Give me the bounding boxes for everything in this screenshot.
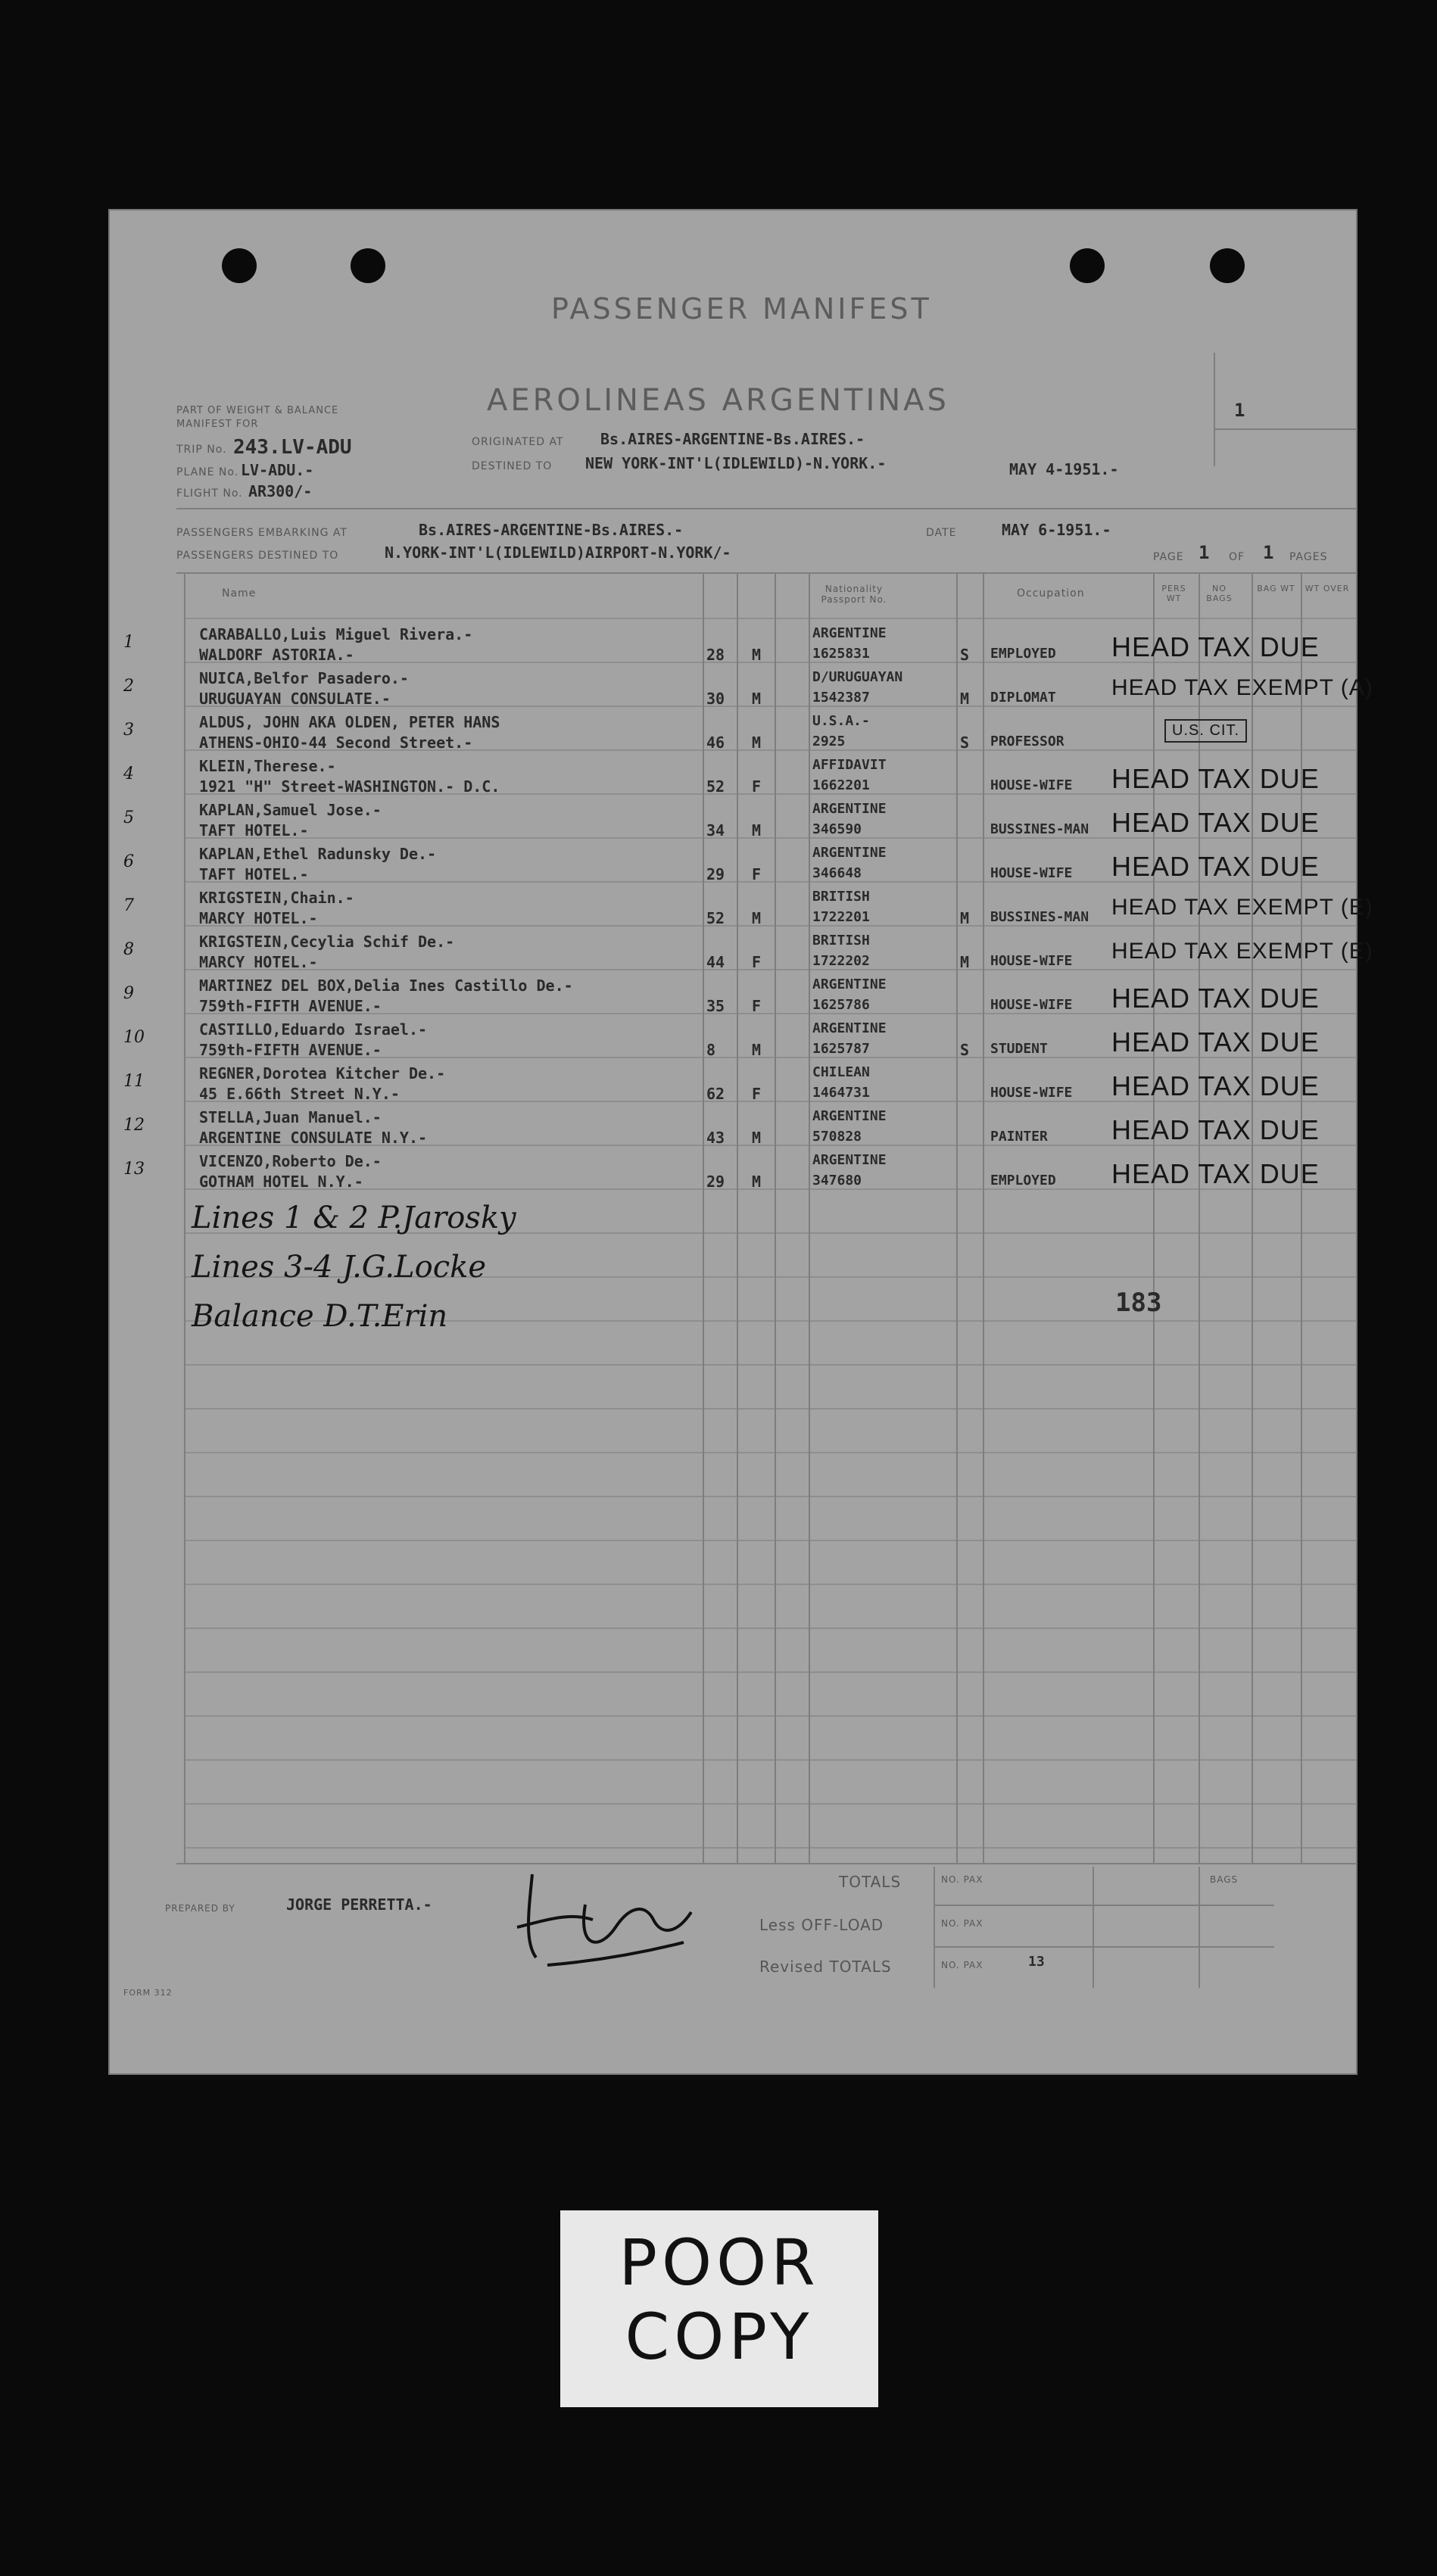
row-rule bbox=[184, 1715, 1358, 1717]
row-number: 2 bbox=[123, 677, 134, 696]
passenger-sex: M bbox=[752, 1173, 762, 1191]
passenger-address: 759th-FIFTH AVENUE.- bbox=[199, 997, 382, 1015]
row-number: 5 bbox=[123, 808, 134, 827]
passenger-nationality: ARGENTINE bbox=[812, 625, 887, 641]
marital-status: M bbox=[960, 953, 970, 971]
passport-number: 346590 bbox=[812, 821, 862, 837]
passenger-address: 1921 "H" Street-WASHINGTON.- D.C. bbox=[199, 777, 500, 796]
passenger-occupation: HOUSE-WIFE bbox=[990, 953, 1073, 969]
offload-label: Less OFF-LOAD bbox=[759, 1916, 884, 1934]
marital-status: M bbox=[960, 690, 970, 708]
passenger-name: STELLA,Juan Manuel.- bbox=[199, 1108, 382, 1126]
passenger-name: ALDUS, JOHN AKA OLDEN, PETER HANS bbox=[199, 713, 500, 731]
passenger-occupation: DIPLOMAT bbox=[990, 690, 1056, 706]
row-number: 11 bbox=[123, 1072, 145, 1091]
page-value: 1 bbox=[1199, 542, 1210, 563]
hand-note-2: Lines 3-4 J.G.Locke bbox=[192, 1250, 487, 1285]
passenger-address: 759th-FIFTH AVENUE.- bbox=[199, 1041, 382, 1059]
passport-number: 346648 bbox=[812, 865, 862, 881]
punch-hole-icon bbox=[222, 248, 257, 283]
passenger-occupation: PAINTER bbox=[990, 1129, 1048, 1145]
column-rule bbox=[703, 572, 704, 1863]
head-tax-stamp: HEAD TAX DUE bbox=[1111, 1114, 1320, 1145]
row-rule bbox=[184, 1496, 1358, 1497]
totals-rule bbox=[1093, 1867, 1094, 1988]
row-rule bbox=[184, 1540, 1358, 1541]
row-rule bbox=[184, 1364, 1358, 1366]
of-value: 1 bbox=[1263, 542, 1274, 563]
column-rule bbox=[809, 572, 810, 1863]
passenger-nationality: AFFIDAVIT bbox=[812, 757, 887, 773]
passenger-sex: M bbox=[752, 1129, 762, 1147]
passenger-address: ARGENTINE CONSULATE N.Y.- bbox=[199, 1129, 428, 1147]
passenger-name: KRIGSTEIN,Cecylia Schif De.- bbox=[199, 933, 455, 951]
passport-number: 2925 bbox=[812, 734, 846, 749]
passenger-name: KAPLAN,Ethel Radunsky De.- bbox=[199, 845, 437, 863]
passenger-occupation: HOUSE-WIFE bbox=[990, 865, 1073, 881]
passenger-name: CASTILLO,Eduardo Israel.- bbox=[199, 1020, 428, 1039]
form-label: FORM 312 bbox=[123, 1988, 173, 1998]
row-rule bbox=[184, 1408, 1358, 1409]
footer-rule bbox=[176, 1863, 1358, 1864]
passenger-occupation: EMPLOYED bbox=[990, 1173, 1056, 1188]
row-rule bbox=[184, 1584, 1358, 1585]
of-label: OF bbox=[1229, 551, 1245, 563]
passenger-address: MARCY HOTEL.- bbox=[199, 953, 318, 971]
passenger-age: 30 bbox=[706, 690, 725, 708]
prepared-by-value: JORGE PERRETTA.- bbox=[286, 1895, 432, 1914]
passport-number: 1464731 bbox=[812, 1085, 870, 1101]
passenger-occupation: HOUSE-WIFE bbox=[990, 1085, 1073, 1101]
poor-copy-line1: POOR bbox=[619, 2226, 820, 2300]
passenger-nationality: ARGENTINE bbox=[812, 1108, 887, 1124]
date-top: MAY 4-1951.- bbox=[1009, 460, 1119, 478]
row-rule bbox=[184, 618, 1358, 619]
passenger-age: 8 bbox=[706, 1041, 716, 1059]
totals-label: TOTALS bbox=[839, 1873, 902, 1891]
head-tax-stamp: HEAD TAX DUE bbox=[1111, 983, 1320, 1014]
totals-rule bbox=[1199, 1867, 1200, 1988]
head-tax-stamp: HEAD TAX DUE bbox=[1111, 631, 1320, 662]
passenger-sex: M bbox=[752, 909, 762, 927]
passport-number: 1625787 bbox=[812, 1041, 870, 1057]
totals-rule bbox=[934, 1946, 1274, 1948]
marital-status: S bbox=[960, 1041, 970, 1059]
head-tax-stamp: U.S. CIT. bbox=[1164, 719, 1247, 743]
column-rule bbox=[775, 572, 776, 1863]
passenger-name: REGNER,Dorotea Kitcher De.- bbox=[199, 1064, 446, 1082]
hand-note-3: Balance D.T.Erin bbox=[192, 1299, 448, 1334]
embarking-value: Bs.AIRES-ARGENTINE-Bs.AIRES.- bbox=[419, 521, 684, 539]
passenger-sex: M bbox=[752, 1041, 762, 1059]
no-pax-label: NO. PAX bbox=[941, 1874, 983, 1885]
punch-hole-icon bbox=[351, 248, 385, 283]
trip-label: TRIP No. bbox=[176, 444, 227, 456]
destined-value: NEW YORK-INT'L(IDLEWILD)-N.YORK.- bbox=[585, 454, 887, 472]
column-rule bbox=[184, 572, 185, 1863]
no-pax-label: NO. PAX bbox=[941, 1960, 983, 1970]
plane-value: LV-ADU.- bbox=[241, 461, 314, 479]
col-bag-wt-header: BAG WT bbox=[1257, 584, 1295, 593]
col-no-bags-header: NO BAGS bbox=[1206, 584, 1233, 603]
header-rule bbox=[176, 572, 1358, 574]
no-pax-label: NO. PAX bbox=[941, 1918, 983, 1929]
passenger-sex: M bbox=[752, 646, 762, 664]
destined-pax-value: N.YORK-INT'L(IDLEWILD)AIRPORT-N.YORK/- bbox=[385, 544, 731, 562]
passenger-occupation: PROFESSOR bbox=[990, 734, 1065, 749]
manifest-sheet bbox=[108, 209, 1373, 2075]
row-rule bbox=[184, 1628, 1358, 1629]
marital-status: M bbox=[960, 909, 970, 927]
passenger-sex: M bbox=[752, 821, 762, 839]
originated-label: ORIGINATED AT bbox=[472, 436, 564, 448]
passport-number: 570828 bbox=[812, 1129, 862, 1145]
revised-totals-label: Revised TOTALS bbox=[759, 1958, 892, 1976]
passport-number: 1542387 bbox=[812, 690, 870, 706]
box-number: 1 bbox=[1234, 400, 1245, 421]
column-rule bbox=[983, 572, 984, 1863]
passenger-age: 29 bbox=[706, 865, 725, 883]
head-tax-stamp: HEAD TAX DUE bbox=[1111, 851, 1320, 882]
passenger-age: 43 bbox=[706, 1129, 725, 1147]
date-label: DATE bbox=[926, 527, 957, 539]
passport-number: 1722202 bbox=[812, 953, 870, 969]
part-of-label: PART OF WEIGHT & BALANCE MANIFEST FOR bbox=[176, 405, 339, 430]
head-tax-stamp: HEAD TAX DUE bbox=[1111, 763, 1320, 794]
passenger-name: KLEIN,Therese.- bbox=[199, 757, 336, 775]
punch-hole-icon bbox=[1070, 248, 1105, 283]
row-rule bbox=[184, 1847, 1358, 1849]
row-number: 4 bbox=[123, 765, 134, 783]
passenger-sex: M bbox=[752, 734, 762, 752]
passenger-nationality: ARGENTINE bbox=[812, 977, 887, 992]
embarking-label: PASSENGERS EMBARKING AT bbox=[176, 527, 348, 539]
row-rule bbox=[184, 925, 1358, 927]
row-rule bbox=[184, 1759, 1358, 1761]
row-number: 6 bbox=[123, 852, 134, 871]
poor-copy-label bbox=[560, 2210, 878, 2407]
passenger-name: VICENZO,Roberto De.- bbox=[199, 1152, 382, 1170]
row-number: 9 bbox=[123, 984, 134, 1003]
passenger-age: 44 bbox=[706, 953, 725, 971]
head-tax-stamp: HEAD TAX EXEMPT (E) bbox=[1111, 939, 1373, 964]
passport-number: 1625831 bbox=[812, 646, 870, 662]
passenger-nationality: BRITISH bbox=[812, 889, 870, 905]
row-rule bbox=[184, 969, 1358, 970]
passenger-address: TAFT HOTEL.- bbox=[199, 821, 309, 839]
hand-note-1: Lines 1 & 2 P.Jarosky bbox=[192, 1201, 516, 1235]
passenger-nationality: ARGENTINE bbox=[812, 1152, 887, 1168]
passenger-age: 34 bbox=[706, 821, 725, 839]
head-tax-stamp: HEAD TAX EXEMPT (A) bbox=[1111, 675, 1373, 700]
header-rule bbox=[176, 508, 1358, 509]
passenger-address: URUGUAYAN CONSULATE.- bbox=[199, 690, 391, 708]
destined-label: DESTINED TO bbox=[472, 460, 553, 472]
passenger-age: 35 bbox=[706, 997, 725, 1015]
row-rule bbox=[184, 1452, 1358, 1453]
row-number: 13 bbox=[123, 1160, 145, 1179]
passport-number: 1625786 bbox=[812, 997, 870, 1013]
passenger-sex: F bbox=[752, 865, 762, 883]
page-label: PAGE bbox=[1153, 551, 1184, 563]
passenger-name: NUICA,Belfor Pasadero.- bbox=[199, 669, 409, 687]
passenger-age: 28 bbox=[706, 646, 725, 664]
signature-icon bbox=[502, 1859, 699, 1973]
passenger-address: MARCY HOTEL.- bbox=[199, 909, 318, 927]
passenger-nationality: BRITISH bbox=[812, 933, 870, 948]
passenger-nationality: ARGENTINE bbox=[812, 845, 887, 861]
passenger-age: 46 bbox=[706, 734, 725, 752]
trip-value: 243.LV-ADU bbox=[233, 436, 352, 459]
passenger-nationality: U.S.A.- bbox=[812, 713, 870, 729]
marital-status: S bbox=[960, 646, 970, 664]
col-wt-over-header: WT OVER bbox=[1305, 584, 1350, 593]
col-name-header: Name bbox=[222, 587, 257, 600]
column-rule bbox=[956, 572, 958, 1863]
row-number: 3 bbox=[123, 721, 134, 740]
passenger-address: 45 E.66th Street N.Y.- bbox=[199, 1085, 400, 1103]
passenger-occupation: HOUSE-WIFE bbox=[990, 997, 1073, 1013]
col-pers-wt-header: PERS WT bbox=[1161, 584, 1186, 603]
passport-number: 347680 bbox=[812, 1173, 862, 1188]
passenger-name: CARABALLO,Luis Miguel Rivera.- bbox=[199, 625, 473, 643]
passenger-sex: F bbox=[752, 1085, 762, 1103]
passenger-occupation: HOUSE-WIFE bbox=[990, 777, 1073, 793]
row-rule bbox=[184, 1671, 1358, 1673]
passenger-nationality: CHILEAN bbox=[812, 1064, 870, 1080]
col-occupation-header: Occupation bbox=[1017, 587, 1085, 600]
passenger-age: 52 bbox=[706, 777, 725, 796]
passenger-age: 62 bbox=[706, 1085, 725, 1103]
passenger-address: GOTHAM HOTEL N.Y.- bbox=[199, 1173, 363, 1191]
passenger-nationality: ARGENTINE bbox=[812, 1020, 887, 1036]
head-tax-stamp: HEAD TAX EXEMPT (E) bbox=[1111, 895, 1373, 920]
bags-label: BAGS bbox=[1210, 1874, 1239, 1885]
column-rule bbox=[737, 572, 738, 1863]
prepared-by-label: PREPARED BY bbox=[165, 1903, 235, 1914]
head-tax-stamp: HEAD TAX DUE bbox=[1111, 1070, 1320, 1101]
destined-pax-label: PASSENGERS DESTINED TO bbox=[176, 550, 339, 562]
passenger-address: WALDORF ASTORIA.- bbox=[199, 646, 354, 664]
date-value: MAY 6-1951.- bbox=[1002, 521, 1111, 539]
passenger-occupation: EMPLOYED bbox=[990, 646, 1056, 662]
passenger-occupation: STUDENT bbox=[990, 1041, 1048, 1057]
airline-name: AEROLINEAS ARGENTINAS bbox=[487, 383, 949, 418]
originated-value: Bs.AIRES-ARGENTINE-Bs.AIRES.- bbox=[600, 430, 865, 448]
passenger-name: MARTINEZ DEL BOX,Delia Ines Castillo De.- bbox=[199, 977, 573, 995]
flight-label: FLIGHT No. bbox=[176, 487, 243, 500]
passenger-age: 52 bbox=[706, 909, 725, 927]
pages-label: PAGES bbox=[1289, 551, 1328, 563]
passenger-occupation: BUSSINES-MAN bbox=[990, 821, 1089, 837]
box-rule bbox=[1214, 353, 1215, 466]
row-number: 12 bbox=[123, 1116, 145, 1135]
passenger-nationality: ARGENTINE bbox=[812, 801, 887, 817]
passenger-sex: F bbox=[752, 997, 762, 1015]
passenger-occupation: BUSSINES-MAN bbox=[990, 909, 1089, 925]
box-rule bbox=[1214, 428, 1358, 430]
passenger-count: 183 bbox=[1115, 1288, 1162, 1318]
row-number: 1 bbox=[123, 633, 134, 652]
flight-value: AR300/- bbox=[248, 482, 313, 500]
head-tax-stamp: HEAD TAX DUE bbox=[1111, 1158, 1320, 1189]
row-number: 8 bbox=[123, 940, 134, 959]
passport-number: 1662201 bbox=[812, 777, 870, 793]
passport-number: 1722201 bbox=[812, 909, 870, 925]
row-number: 10 bbox=[123, 1028, 145, 1047]
passenger-name: KAPLAN,Samuel Jose.- bbox=[199, 801, 382, 819]
passenger-sex: F bbox=[752, 777, 762, 796]
manifest-title: PASSENGER MANIFEST bbox=[551, 292, 932, 326]
passenger-name: KRIGSTEIN,Chain.- bbox=[199, 889, 354, 907]
revised-pax-value: 13 bbox=[1028, 1954, 1045, 1970]
head-tax-stamp: HEAD TAX DUE bbox=[1111, 1026, 1320, 1057]
totals-rule bbox=[934, 1867, 935, 1988]
marital-status: S bbox=[960, 734, 970, 752]
passenger-age: 29 bbox=[706, 1173, 725, 1191]
row-number: 7 bbox=[123, 896, 134, 915]
poor-copy-line2: COPY bbox=[625, 2300, 814, 2374]
totals-rule bbox=[934, 1905, 1274, 1906]
punch-hole-icon bbox=[1210, 248, 1245, 283]
plane-label: PLANE No. bbox=[176, 466, 239, 478]
passenger-nationality: D/URUGUAYAN bbox=[812, 669, 903, 685]
passenger-sex: M bbox=[752, 690, 762, 708]
passenger-address: ATHENS-OHIO-44 Second Street.- bbox=[199, 734, 473, 752]
passenger-address: TAFT HOTEL.- bbox=[199, 865, 309, 883]
head-tax-stamp: HEAD TAX DUE bbox=[1111, 807, 1320, 838]
row-rule bbox=[184, 1803, 1358, 1805]
col-nationality-header: Nationality Passport No. bbox=[821, 584, 887, 605]
passenger-sex: F bbox=[752, 953, 762, 971]
